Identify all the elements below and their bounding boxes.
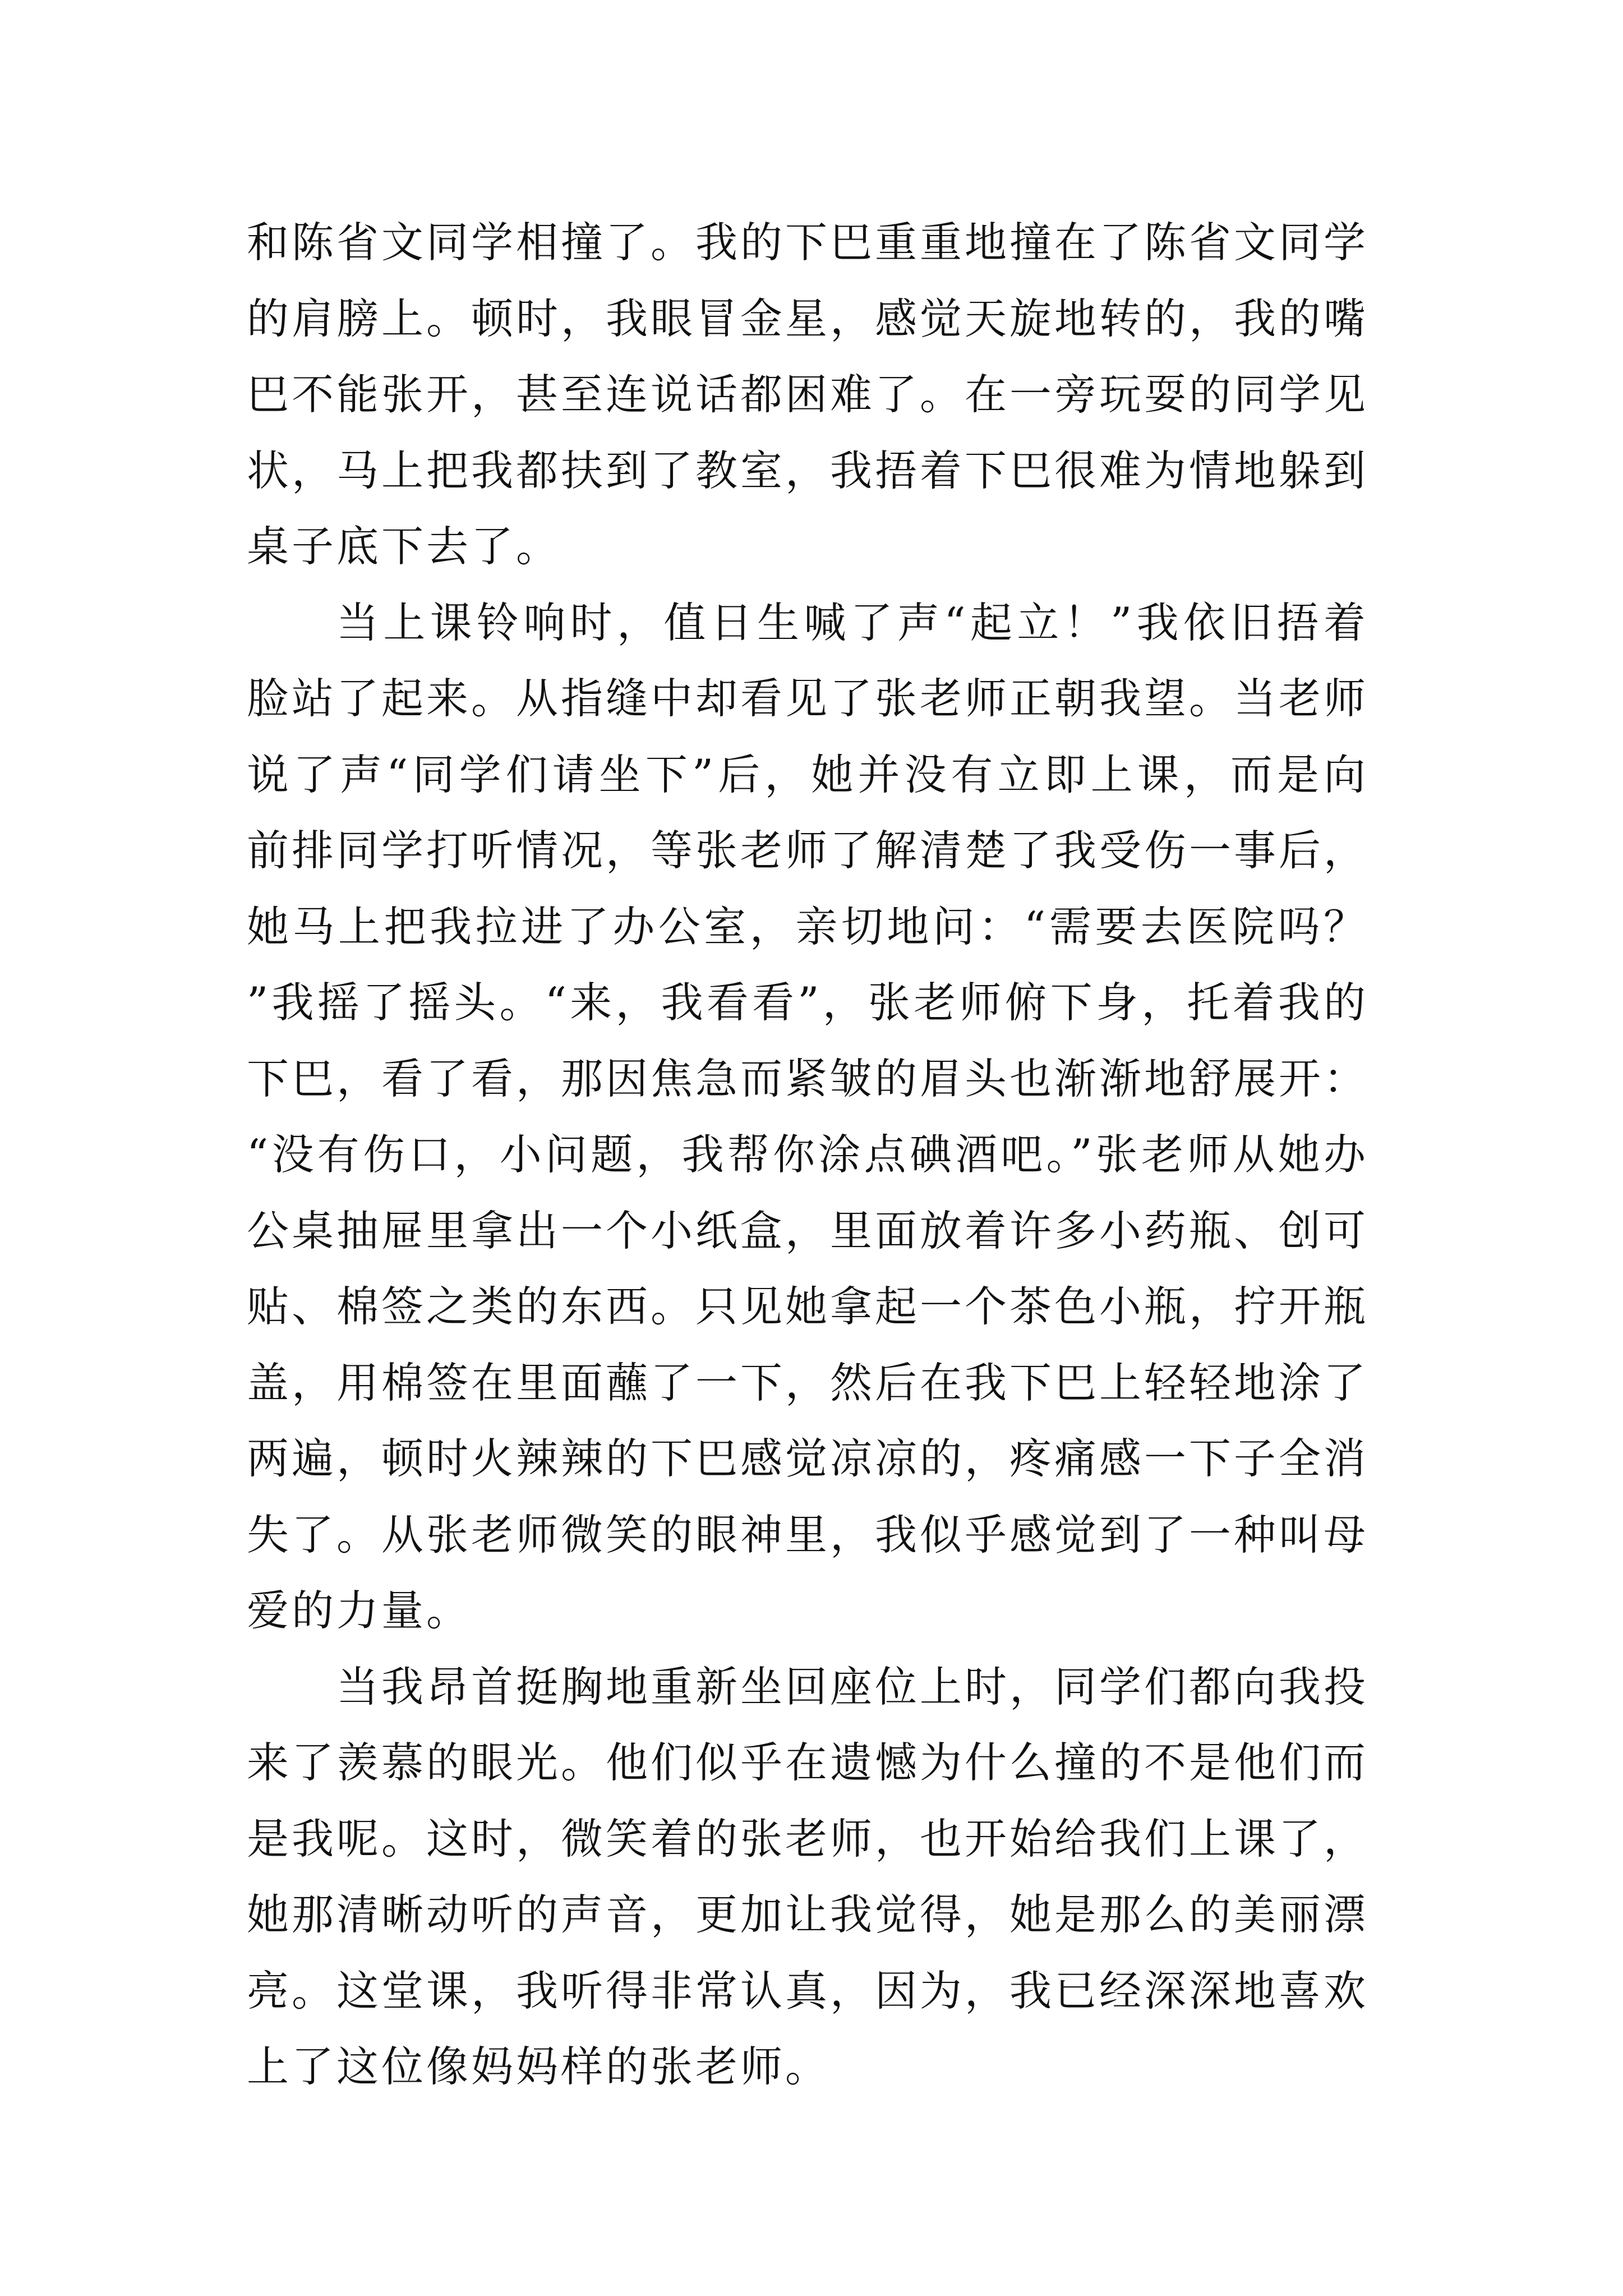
paragraph-3: 当我昂首挺胸地重新坐回座位上时，同学们都向我投来了羡慕的眼光。他们似乎在遗憾为什么撞的不是他们而是我呢。这时，微笑着的张老师，也开始给我们上课了，她那清晰动听的声音，更加让我觉得，她是那么的美丽漂亮。这堂课，我听得非常认真，因为，我已经深深地喜欢上了这位像妈妈样的张老师。	[247, 1662, 1369, 2091]
paragraph-1: 和陈省文同学相撞了。我的下巴重重地撞在了陈省文同学的肩膀上。顿时，我眼冒金星，感觉天旋地转的，我的嘴巴不能张开，甚至连说话都困难了。在一旁玩耍的同学见状，马上把我都扶到了教室，我捂着下巴很难为情地躲到桌子底下去了。	[247, 218, 1369, 571]
document-body	[247, 205, 1368, 2105]
paragraph-2: 当上课铃响时，值日生喊了声“起立！”我依旧捂着脸站了起来。从指缝中却看见了张老师正朝我望。当老师说了声“同学们请坐下”后，她并没有立即上课，而是向前排同学打听情况，等张老师了解清楚了我受伤一事后，她马上把我拉进了办公室，亲切地问：“需要去医院吗？”我摇了摇头。“来，我看看”，张老师俯下身，托着我的下巴，看了看，那因焦急而紧皱的眉头也渐渐地舒展开：“没有伤口，小问题，我帮你涂点碘酒吧。”张老师从她办公桌抽屉里拿出一个小纸盒，里面放着许多小药瓶、创可贴、棉签之类的东西。只见她拿起一个茶色小瓶，拧开瓶盖，用棉签在里面蘸了一下，然后在我下巴上轻轻地涂了两遍，顿时火辣辣的下巴感觉凉凉的，疼痛感一下子全消失了。从张老师微笑的眼神里，我似乎感觉到了一种叫母爱的力量。	[247, 597, 1369, 1635]
